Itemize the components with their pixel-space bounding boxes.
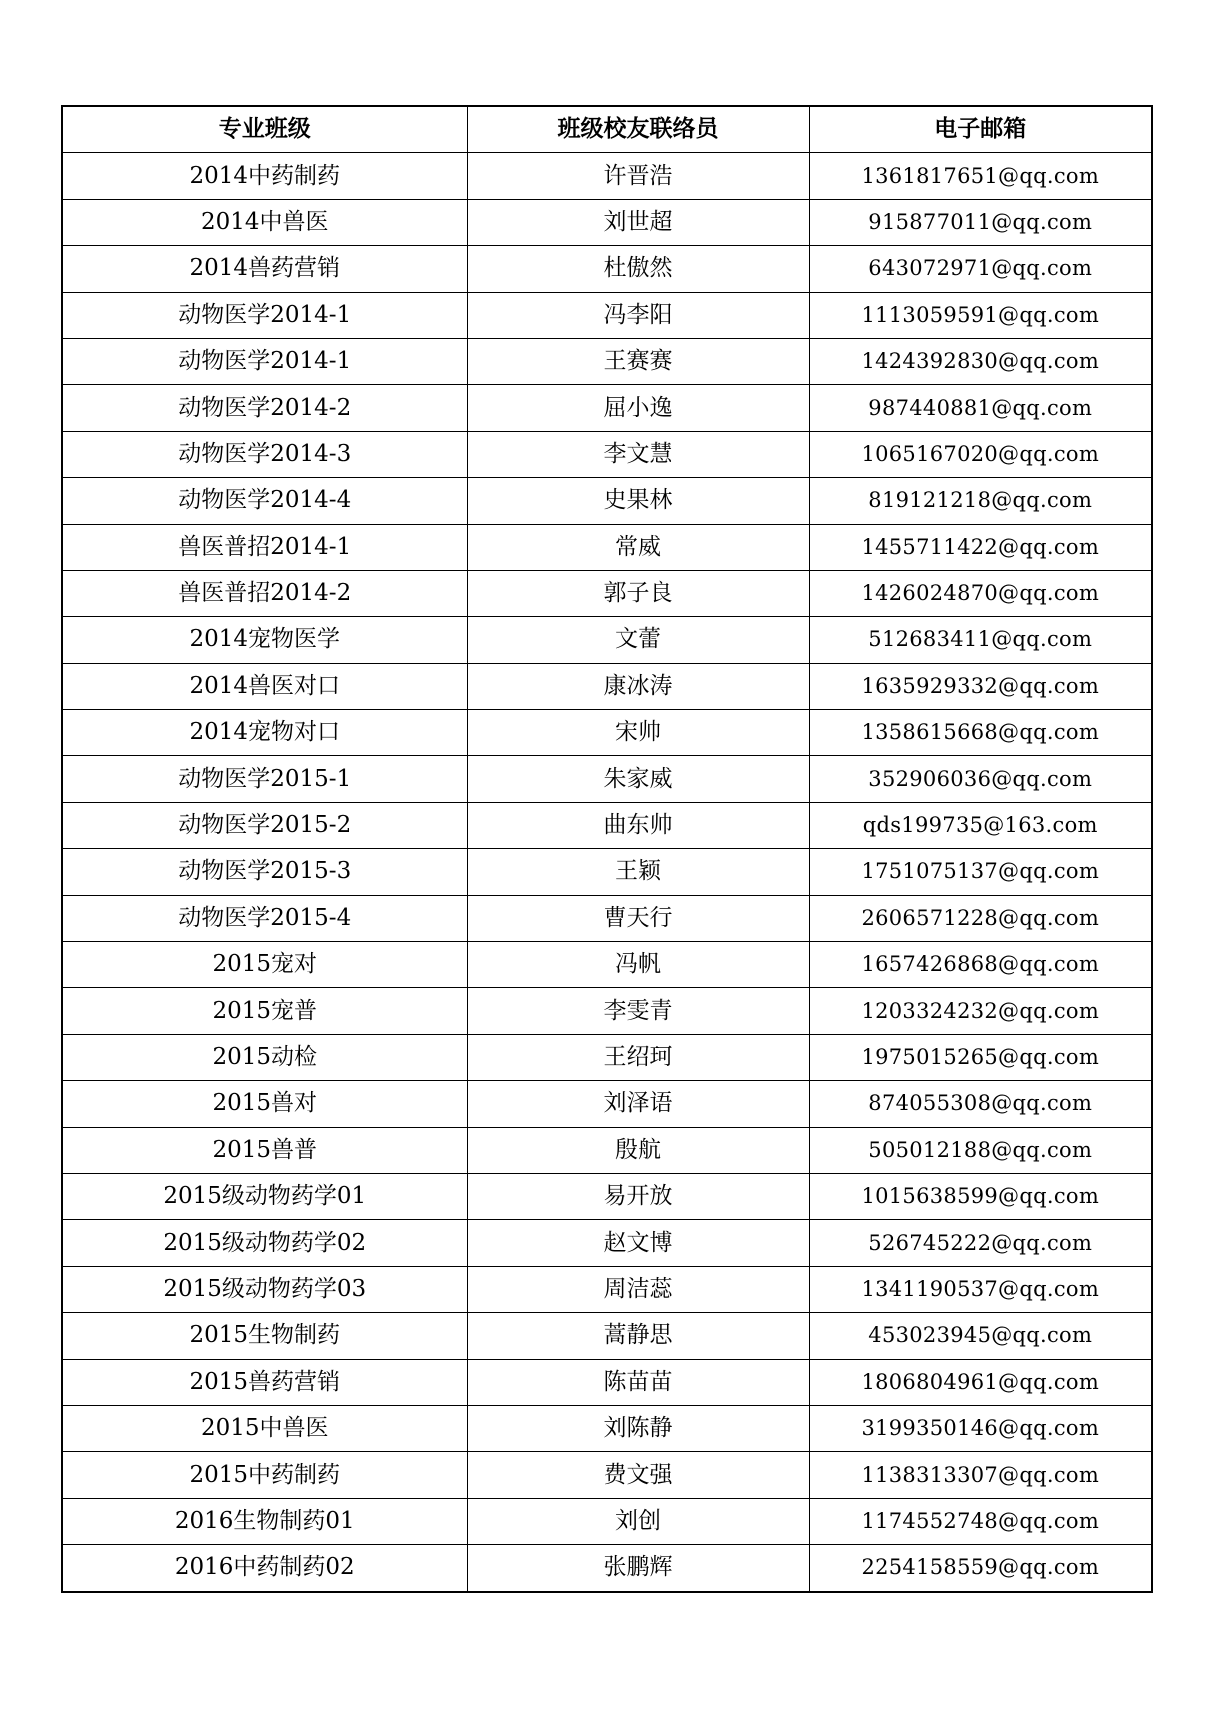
email-cell: 1751075137@qq.com <box>809 849 1152 895</box>
class-cell: 2014宠物对口 <box>62 710 467 756</box>
email-cell: qds199735@163.com <box>809 802 1152 848</box>
email-cell: 987440881@qq.com <box>809 385 1152 431</box>
table-row <box>62 1405 1152 1451</box>
class-cell: 兽医普招2014-1 <box>62 524 467 570</box>
table-row <box>62 570 1152 616</box>
email-cell: 1015638599@qq.com <box>809 1173 1152 1219</box>
email-cell: 1361817651@qq.com <box>809 153 1152 199</box>
email-cell: 819121218@qq.com <box>809 478 1152 524</box>
contact-cell: 易开放 <box>467 1173 809 1219</box>
email-cell: 2606571228@qq.com <box>809 895 1152 941</box>
table-row <box>62 942 1152 988</box>
table-row <box>62 199 1152 245</box>
class-cell: 2015中药制药 <box>62 1452 467 1498</box>
email-cell: 1138313307@qq.com <box>809 1452 1152 1498</box>
table-row <box>62 385 1152 431</box>
class-cell: 2015兽药营销 <box>62 1359 467 1405</box>
contact-cell: 康冰涛 <box>467 663 809 709</box>
class-cell: 2014宠物医学 <box>62 617 467 663</box>
class-cell: 动物医学2015-3 <box>62 849 467 895</box>
table-row <box>62 338 1152 384</box>
table-row <box>62 849 1152 895</box>
contact-cell: 屈小逸 <box>467 385 809 431</box>
table-row <box>62 617 1152 663</box>
contact-cell: 王绍珂 <box>467 1034 809 1080</box>
email-cell: 1657426868@qq.com <box>809 942 1152 988</box>
email-cell: 1113059591@qq.com <box>809 292 1152 338</box>
email-cell: 505012188@qq.com <box>809 1127 1152 1173</box>
email-cell: 526745222@qq.com <box>809 1220 1152 1266</box>
email-cell: 915877011@qq.com <box>809 199 1152 245</box>
email-cell: 1975015265@qq.com <box>809 1034 1152 1080</box>
table-row <box>62 1127 1152 1173</box>
email-cell: 1174552748@qq.com <box>809 1498 1152 1544</box>
contact-cell: 刘泽语 <box>467 1081 809 1127</box>
table-row <box>62 988 1152 1034</box>
class-cell: 动物医学2015-2 <box>62 802 467 848</box>
class-cell: 2016生物制药01 <box>62 1498 467 1544</box>
table-row <box>62 895 1152 941</box>
contact-cell: 王赛赛 <box>467 338 809 384</box>
table-row <box>62 1266 1152 1312</box>
contact-cell: 冯李阳 <box>467 292 809 338</box>
contact-cell: 冯帆 <box>467 942 809 988</box>
contact-cell: 史果林 <box>467 478 809 524</box>
email-cell: 512683411@qq.com <box>809 617 1152 663</box>
email-cell: 1635929332@qq.com <box>809 663 1152 709</box>
email-cell: 352906036@qq.com <box>809 756 1152 802</box>
table-body <box>62 153 1152 1592</box>
contact-cell: 文蕾 <box>467 617 809 663</box>
contact-cell: 宋帅 <box>467 710 809 756</box>
class-cell: 2015生物制药 <box>62 1313 467 1359</box>
header-contact: 班级校友联络员 <box>467 106 809 153</box>
email-cell: 1426024870@qq.com <box>809 570 1152 616</box>
email-cell: 3199350146@qq.com <box>809 1405 1152 1451</box>
table-row <box>62 1359 1152 1405</box>
table-row <box>62 153 1152 199</box>
contact-cell: 朱家威 <box>467 756 809 802</box>
header-email: 电子邮箱 <box>809 106 1152 153</box>
table-row <box>62 246 1152 292</box>
contact-cell: 陈苗苗 <box>467 1359 809 1405</box>
class-cell: 动物医学2014-2 <box>62 385 467 431</box>
class-cell: 动物医学2015-1 <box>62 756 467 802</box>
table-row <box>62 756 1152 802</box>
table-row <box>62 292 1152 338</box>
class-cell: 2014中兽医 <box>62 199 467 245</box>
class-cell: 动物医学2014-1 <box>62 292 467 338</box>
email-cell: 453023945@qq.com <box>809 1313 1152 1359</box>
email-cell: 2254158559@qq.com <box>809 1545 1152 1592</box>
contact-cell: 曹天行 <box>467 895 809 941</box>
contact-cell: 蒿静思 <box>467 1313 809 1359</box>
class-cell: 2015宠对 <box>62 942 467 988</box>
email-cell: 1424392830@qq.com <box>809 338 1152 384</box>
contact-cell: 周洁蕊 <box>467 1266 809 1312</box>
email-cell: 1065167020@qq.com <box>809 431 1152 477</box>
table-header-row <box>62 106 1152 153</box>
email-cell: 643072971@qq.com <box>809 246 1152 292</box>
class-cell: 动物医学2014-3 <box>62 431 467 477</box>
email-cell: 1341190537@qq.com <box>809 1266 1152 1312</box>
class-cell: 2014中药制药 <box>62 153 467 199</box>
table-row <box>62 524 1152 570</box>
contact-cell: 李雯青 <box>467 988 809 1034</box>
contact-cell: 费文强 <box>467 1452 809 1498</box>
contact-cell: 刘创 <box>467 1498 809 1544</box>
class-cell: 2015宠普 <box>62 988 467 1034</box>
contact-cell: 杜傲然 <box>467 246 809 292</box>
contact-cell: 王颖 <box>467 849 809 895</box>
contact-cell: 殷航 <box>467 1127 809 1173</box>
table-row <box>62 663 1152 709</box>
contact-cell: 曲东帅 <box>467 802 809 848</box>
class-cell: 动物医学2014-4 <box>62 478 467 524</box>
email-cell: 1203324232@qq.com <box>809 988 1152 1034</box>
table-row <box>62 710 1152 756</box>
table-row <box>62 1545 1152 1592</box>
email-cell: 874055308@qq.com <box>809 1081 1152 1127</box>
contact-cell: 常威 <box>467 524 809 570</box>
table-row <box>62 1081 1152 1127</box>
class-cell: 2015中兽医 <box>62 1405 467 1451</box>
contact-cell: 刘陈静 <box>467 1405 809 1451</box>
class-cell: 2015兽对 <box>62 1081 467 1127</box>
table-row <box>62 1313 1152 1359</box>
class-cell: 2014兽医对口 <box>62 663 467 709</box>
table-row <box>62 1173 1152 1219</box>
class-cell: 2014兽药营销 <box>62 246 467 292</box>
class-cell: 2015级动物药学01 <box>62 1173 467 1219</box>
email-cell: 1806804961@qq.com <box>809 1359 1152 1405</box>
table-row <box>62 431 1152 477</box>
table-row <box>62 802 1152 848</box>
class-cell: 2016中药制药02 <box>62 1545 467 1592</box>
email-cell: 1358615668@qq.com <box>809 710 1152 756</box>
class-cell: 2015级动物药学03 <box>62 1266 467 1312</box>
contact-cell: 许晋浩 <box>467 153 809 199</box>
table-row <box>62 1220 1152 1266</box>
class-cell: 动物医学2015-4 <box>62 895 467 941</box>
contact-cell: 张鹏辉 <box>467 1545 809 1592</box>
table-row <box>62 1498 1152 1544</box>
class-cell: 2015级动物药学02 <box>62 1220 467 1266</box>
alumni-contact-table <box>61 105 1153 1593</box>
email-cell: 1455711422@qq.com <box>809 524 1152 570</box>
class-cell: 动物医学2014-1 <box>62 338 467 384</box>
class-cell: 2015动检 <box>62 1034 467 1080</box>
contact-cell: 赵文博 <box>467 1220 809 1266</box>
contact-cell: 郭子良 <box>467 570 809 616</box>
table-row <box>62 478 1152 524</box>
header-class: 专业班级 <box>62 106 467 153</box>
table-row <box>62 1452 1152 1498</box>
contact-cell: 刘世超 <box>467 199 809 245</box>
class-cell: 2015兽普 <box>62 1127 467 1173</box>
contact-cell: 李文慧 <box>467 431 809 477</box>
class-cell: 兽医普招2014-2 <box>62 570 467 616</box>
table-row <box>62 1034 1152 1080</box>
